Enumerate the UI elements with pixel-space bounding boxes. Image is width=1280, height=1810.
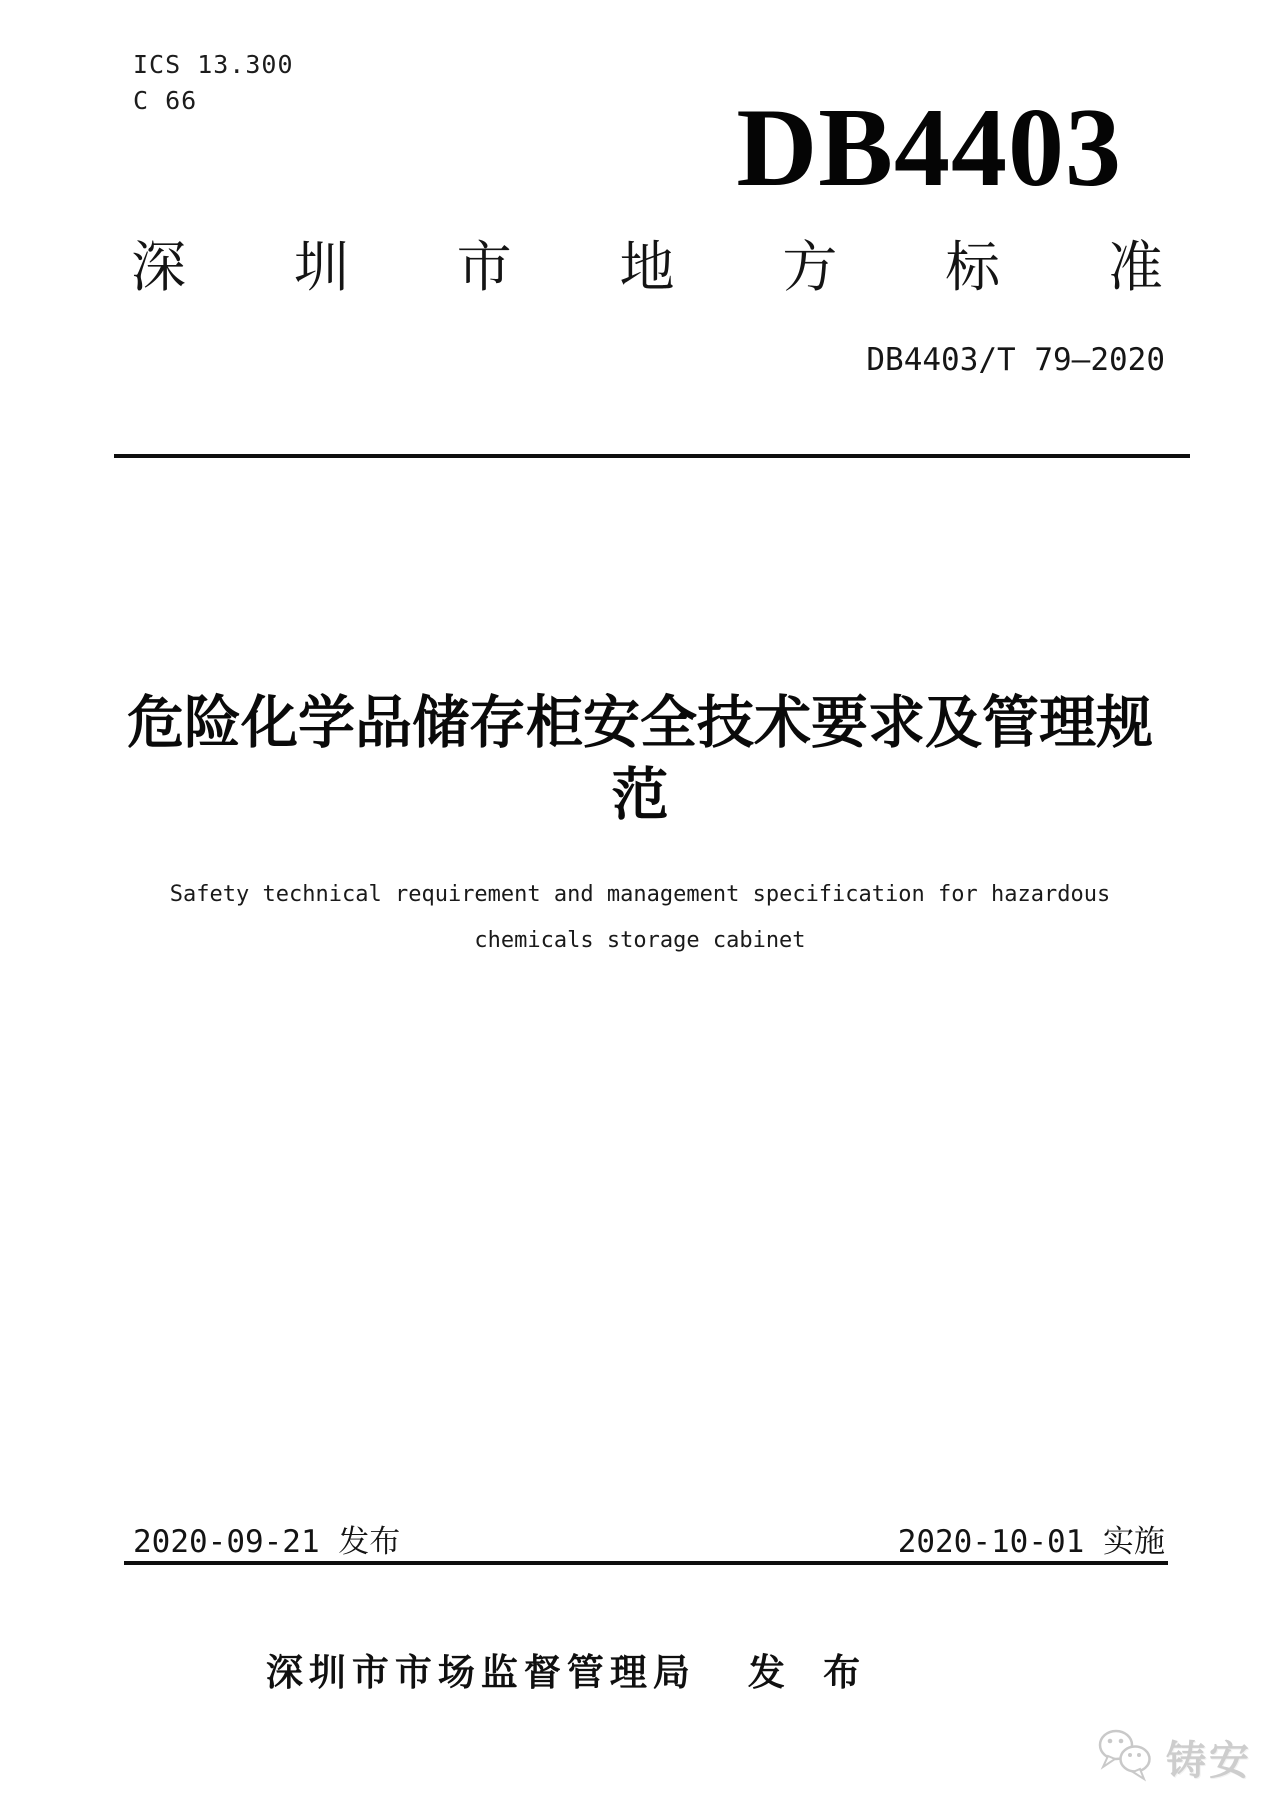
- document-title-cn: [0, 688, 1280, 832]
- category-char: 方: [782, 236, 838, 298]
- category-char: 深: [131, 236, 187, 298]
- dates-row: [133, 1516, 1165, 1561]
- footer-divider: [124, 1561, 1168, 1565]
- category-char: 标: [945, 236, 1001, 298]
- document-title-en-line2: chemicals storage cabinet: [474, 928, 806, 954]
- watermark-text: 铸安: [1166, 1739, 1252, 1783]
- standard-number: DB4403/T 79—2020: [866, 342, 1165, 378]
- category-char: 地: [619, 236, 675, 298]
- issuing-authority: 深圳市市场监督管理局: [265, 1652, 696, 1693]
- watermark: [1094, 1728, 1252, 1787]
- document-title-cn-line1: 危险化学品储存柜安全技术要求及管理规: [127, 691, 1153, 755]
- category-char: 圳: [293, 236, 349, 298]
- classification-code: C 66: [133, 86, 198, 115]
- issue-date: 2020-09-21 发布: [133, 1524, 401, 1560]
- category-char: 准: [1107, 236, 1163, 298]
- ics-code: ICS 13.300: [133, 50, 294, 79]
- document-title-en-line1: Safety technical requirement and management specification for hazardous: [169, 882, 1111, 907]
- release-label: 发 布: [747, 1652, 875, 1693]
- standard-code-logo: DB4403: [736, 86, 1122, 210]
- implementation-date: 2020-10-01 实施: [897, 1524, 1165, 1560]
- document-title-en: [0, 872, 1280, 964]
- publisher-row: [0, 1642, 1140, 1696]
- header-divider: [114, 454, 1190, 458]
- standard-category-title: [131, 236, 1163, 298]
- category-char: 市: [456, 236, 512, 298]
- chat-bubbles-icon: [1094, 1728, 1158, 1787]
- document-title-cn-line2: 范: [611, 762, 669, 827]
